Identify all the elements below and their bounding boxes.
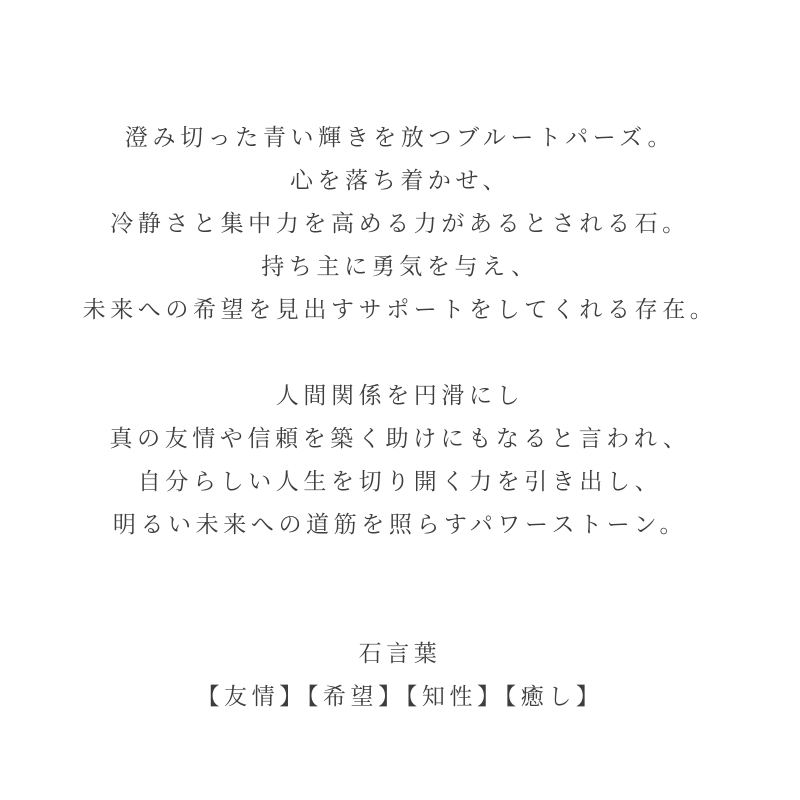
description-line: 人間関係を円滑にし (275, 383, 525, 408)
description-line: 明るい未来への道筋を照らすパワーストーン。 (112, 512, 688, 537)
description-line: 未来への希望を見出すサポートをしてくれる存在。 (82, 297, 718, 322)
description-line: 澄み切った青い輝きを放つブルートパーズ。 (124, 125, 676, 150)
description-paragraph-1 (0, 116, 800, 331)
description-line: 持ち主に勇気を与え、 (261, 254, 539, 279)
description-line: 心を落ち着かせ、 (289, 168, 511, 193)
stone-words-heading: 石言葉 (358, 641, 442, 666)
description-line: 真の友情や信頼を築く助けにもなると言われ、 (109, 426, 691, 451)
description-paragraph-2 (0, 374, 800, 546)
stone-words-list: 【友情】【希望】【知性】【癒し】 (196, 684, 604, 709)
description-line: 冷静さと集中力を高める力があるとされる石。 (110, 211, 690, 236)
stone-words-section (0, 632, 800, 718)
description-line: 自分らしい人生を切り開く力を引き出し、 (137, 469, 663, 494)
